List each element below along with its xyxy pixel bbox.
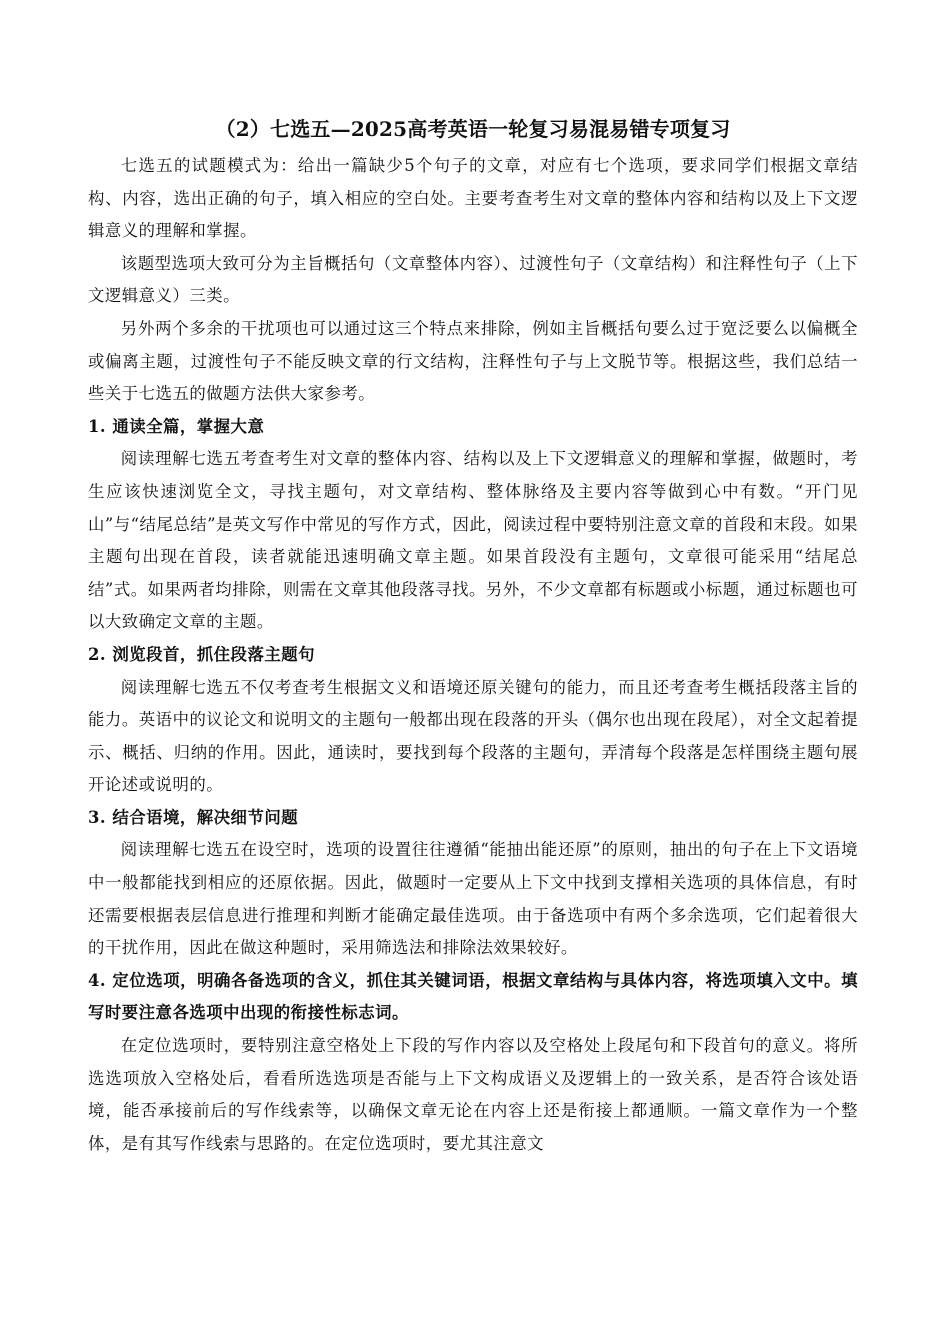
section-2-body: 阅读理解七选五不仅考查考生根据文义和语境还原关键句的能力，而且还考查考生概括段落主旨的能力。英语中的议论文和说明文的主题句一般都出现在段落的开头（偶尔也出现在段尾），对全文起着提示、概括、归纳的作用。因此，通读时，要找到每个段落的主题句，弄清每个段落是怎样围绕主题句展开论述或说明的。: [88, 677, 858, 795]
section-2-heading: 2. 浏览段首，抓住段落主题句: [88, 644, 316, 664]
section-4-heading: 4. 定位选项，明确各备选项的含义，抓住其关键词语，根据文章结构与具体内容，将选项填入文中。填写时要注意各选项中出现的衔接性标志词。: [88, 970, 858, 1023]
document-page: [88, 112, 858, 1160]
section-4-body: 在定位选项时，要特别注意空格处上下段的写作内容以及空格处上段尾句和下段首句的意义。将所选选项放入空格处后，看看所选选项是否能与上下文构成语义及逻辑上的一致关系，是否符合该处语境，能否承接前后的写作线索等，以确保文章无论在内容上还是衔接上都通顺。一篇文章作为一个整体，是有其写作线索与思路的。在定位选项时，要尤其注意文: [88, 1036, 858, 1153]
section-1-heading: 1. 通读全篇，掌握大意: [88, 416, 265, 436]
intro-paragraph-3: 另外两个多余的干扰项也可以通过这三个特点来排除，例如主旨概括句要么过于宽泛要么以偏概全或偏离主题，过渡性句子不能反映文章的行文结构，注释性句子与上文脱节等。根据这些，我们总结一些关于七选五的做题方法供大家参考。: [88, 318, 858, 404]
intro-paragraph-1: 七选五的试题模式为：给出一篇缺少5个句子的文章，对应有七个选项，要求同学们根据文章结构、内容，选出正确的句子，填入相应的空白处。主要考查考生对文章的整体内容和结构以及上下文逻辑意义的理解和掌握。: [88, 156, 858, 241]
intro-paragraph-2: 该题型选项大致可分为主旨概括句（文章整体内容）、过渡性句子（文章结构）和注释性句子（上下文逻辑意义）三类。: [88, 253, 858, 306]
section-3-heading: 3. 结合语境，解决细节问题: [88, 807, 299, 827]
document-title: （2）七选五—2025高考英语一轮复习易混易错专项复习: [215, 117, 731, 141]
section-1-body: 阅读理解七选五考查考生对文章的整体内容、结构以及上下文逻辑意义的理解和掌握，做题时，考生应该快速浏览全文，寻找主题句，对文章结构、整体脉络及主要内容等做到心中有数。“开门见山”与“结尾总结”是英文写作中常见的写作方式，因此，阅读过程中要特别注意文章的首段和末段。如果主题句出现在首段，读者就能迅速明确文章主题。如果首段没有主题句，文章很可能采用“结尾总结”式。如果两者均排除，则需在文章其他段落寻找。另外，不少文章都有标题或小标题，通过标题也可以大致确定文章的主题。: [88, 449, 858, 632]
section-3-body: 阅读理解七选五在设空时，选项的设置往往遵循“能抽出能还原”的原则，抽出的句子在上下文语境中一般都能找到相应的还原依据。因此，做题时一定要从上下文中找到支撑相关选项的具体信息，有时还需要根据表层信息进行推理和判断才能确定最佳选项。由于备选项中有两个多余选项，它们起着很大的干扰作用，因此在做这种题时，采用筛选法和排除法效果较好。: [88, 840, 858, 958]
